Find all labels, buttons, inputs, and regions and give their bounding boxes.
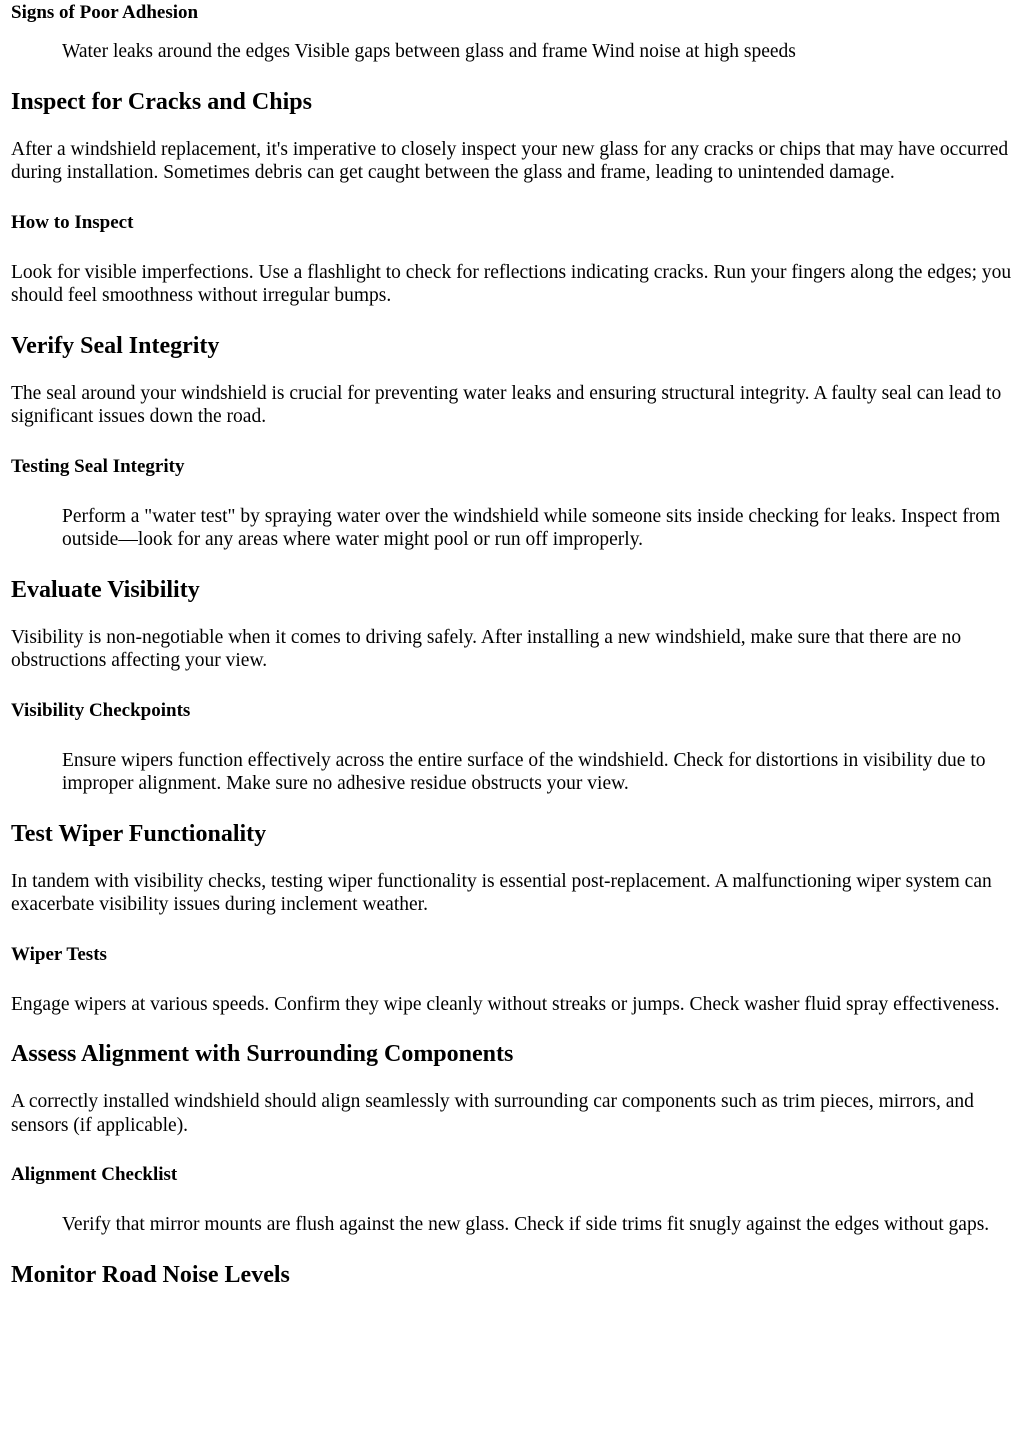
wiper-tests-paragraph: Engage wipers at various speeds. Confirm they wipe cleanly without streaks or jumps. Check washer fluid spray effectiveness. xyxy=(11,993,1000,1015)
heading-evaluate-visibility: Evaluate Visibility xyxy=(11,576,200,603)
subheading-testing-seal: Testing Seal Integrity xyxy=(11,455,185,477)
heading-wiper-functionality: Test Wiper Functionality xyxy=(11,820,267,847)
subheading-visibility-checkpoints: Visibility Checkpoints xyxy=(11,699,191,721)
wiper-paragraph: In tandem with visibility checks, testing wiper functionality is essential post-replacement. A malfunctioning wiper system can exacerbate visibility issues during inclement weather. xyxy=(11,870,992,915)
seal-paragraph: The seal around your windshield is crucial for preventing water leaks and ensuring structural integrity. A faulty seal can lead to significant issues down the road. xyxy=(11,382,1002,427)
heading-cracks-chips: Inspect for Cracks and Chips xyxy=(11,88,312,115)
visibility-paragraph: Visibility is non-negotiable when it comes to driving safely. After installing a new windshield, make sure that there are no obstructions affecting your view. xyxy=(11,626,962,671)
subheading-wiper-tests: Wiper Tests xyxy=(11,943,107,965)
subheading-poor-adhesion: Signs of Poor Adhesion xyxy=(11,2,199,23)
article-body xyxy=(0,1,1024,1289)
heading-road-noise: Monitor Road Noise Levels xyxy=(11,1261,290,1288)
cracks-paragraph: After a windshield replacement, it's imperative to closely inspect your new glass for any cracks or chips that may have occurred during installation. Sometimes debris can get caught between the glass and frame, leading to unintended damage. xyxy=(11,138,1009,183)
poor-adhesion-list: Water leaks around the edges Visible gaps between glass and frame Wind noise at high speeds xyxy=(62,41,796,62)
visibility-checkpoints-list: Ensure wipers function effectively across the entire surface of the windshield. Check for distortions in visibility due to improper alignment. Make sure no adhesive residue obstructs your view. xyxy=(62,749,986,794)
how-to-inspect-paragraph: Look for visible imperfections. Use a flashlight to check for reflections indicating cracks. Run your fingers along the edges; you should feel smoothness without irregular bumps. xyxy=(11,261,1012,306)
heading-assess-alignment: Assess Alignment with Surrounding Components xyxy=(11,1041,514,1067)
testing-seal-list: Perform a "water test" by spraying water over the windshield while someone sits inside checking for leaks. Inspect from outside—look for any areas where water might pool or run off improperly. xyxy=(62,505,1001,550)
subheading-how-to-inspect: How to Inspect xyxy=(11,211,134,233)
alignment-paragraph: A correctly installed windshield should align seamlessly with surrounding car components such as trim pieces, mirrors, and sensors (if applicable). xyxy=(11,1091,974,1136)
alignment-checklist-list: Verify that mirror mounts are flush against the new glass. Check if side trims fit snugly against the edges without gaps. xyxy=(62,1214,990,1235)
heading-seal-integrity: Verify Seal Integrity xyxy=(11,332,220,359)
subheading-alignment-checklist: Alignment Checklist xyxy=(11,1164,178,1185)
